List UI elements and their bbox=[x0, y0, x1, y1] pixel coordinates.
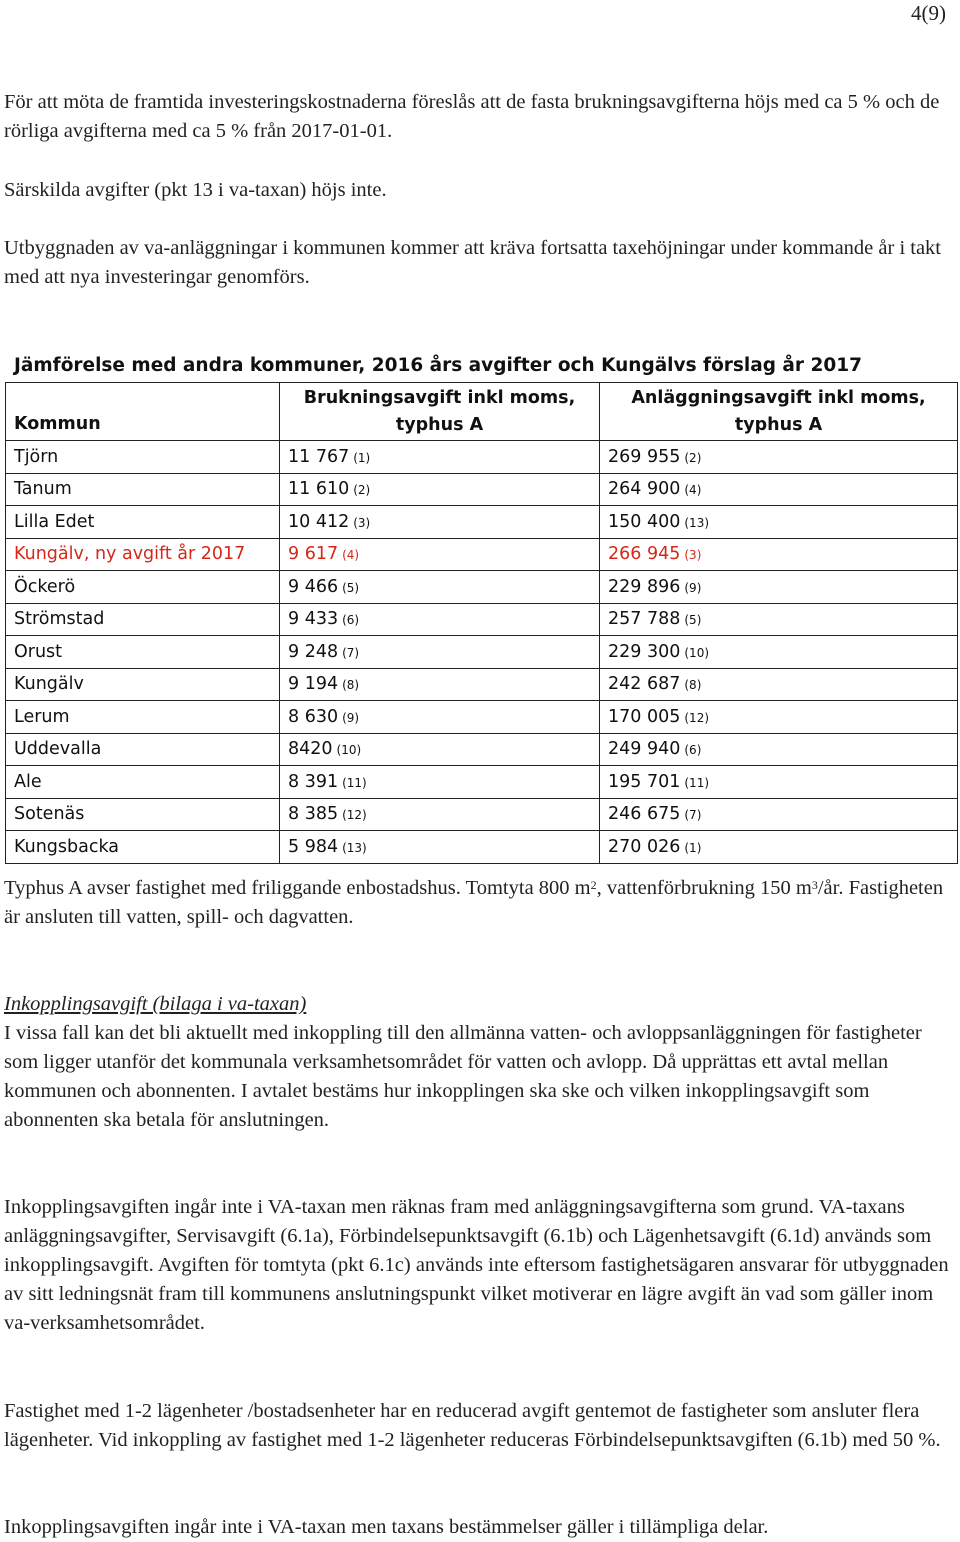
cell-anlaggningsavgift bbox=[600, 441, 958, 474]
paragraph-special-fees: Särskilda avgifter (pkt 13 i va-taxan) höjs inte. bbox=[4, 179, 387, 201]
fee-value: 9 194 bbox=[288, 674, 339, 695]
cell-brukningsavgift bbox=[280, 766, 600, 799]
fee-rank: (8) bbox=[684, 678, 702, 693]
table-row bbox=[6, 441, 958, 474]
fee-rank: (10) bbox=[684, 645, 710, 660]
fee-rank: (3) bbox=[353, 515, 371, 530]
paragraph-connection-agreement: I vissa fall kan det bli aktuellt med inkoppling till den allmänna vatten- och avloppsanläggningen för fastigheter som ligger utanför det kommunala verksamhetsområdet för vatten och avlopp. Då upprättas ett avtal mellan kommunen och abonnenten. I avtalet bestäms hur inkopplingen ska ske och vilken inkopplingsavgift som abonnenten ska betala för anslutningen. bbox=[4, 1022, 922, 1131]
header-anl-line2: typhus A bbox=[734, 414, 823, 435]
cell-kommun: Kungälv bbox=[6, 668, 280, 701]
cell-brukningsavgift bbox=[280, 733, 600, 766]
fee-rank: (9) bbox=[342, 710, 360, 725]
fee-rank: (7) bbox=[684, 808, 702, 823]
cell-kommun: Lerum bbox=[6, 701, 280, 734]
table-row bbox=[6, 571, 958, 604]
note-text-1: Typhus A avser fastighet med friliggande enbostadshus. Tomtyta 800 m bbox=[4, 877, 591, 899]
cell-anlaggningsavgift bbox=[600, 506, 958, 539]
cell-kommun: Sotenäs bbox=[6, 798, 280, 831]
header-brukningsavgift bbox=[280, 383, 600, 441]
cell-anlaggningsavgift bbox=[600, 701, 958, 734]
fee-value: 270 026 bbox=[608, 836, 681, 857]
fee-value: 266 945 bbox=[608, 544, 681, 565]
fee-comparison-table bbox=[5, 382, 958, 864]
fee-value: 195 701 bbox=[608, 771, 681, 792]
page-number: 4(9) bbox=[911, 1, 946, 25]
cell-brukningsavgift bbox=[280, 798, 600, 831]
table-row bbox=[6, 603, 958, 636]
fee-rank: (6) bbox=[342, 613, 360, 628]
fee-rank: (4) bbox=[684, 483, 702, 498]
paragraph-connection-fee-basis: Inkopplingsavgiften ingår inte i VA-taxan men räknas fram med anläggningsavgifterna som grund. VA-taxans anläggningsavgifter, Servisavgift (6.1a), Förbindelsepunktsavgift (6.1b) och Lägenhetsavgift (6.1d) används som inkopplingsavgift. Avgiften för tomtyta (pkt 6.1c) används inte eftersom fastighetsägaren ansvarar för utbyggnaden av sitt ledningsnät fram till kommunens anslutningspunkt vilket motiverar en lägre avgift än vad som gäller inom va-verksamhetsområdet. bbox=[4, 1196, 949, 1334]
fee-rank: (6) bbox=[684, 743, 702, 758]
fee-rank: (5) bbox=[342, 580, 360, 595]
table-title: Jämförelse med andra kommuner, 2016 års avgifter och Kungälvs förslag år 2017 bbox=[14, 355, 862, 376]
fee-value: 8 385 bbox=[288, 804, 339, 825]
table-row bbox=[6, 636, 958, 669]
paragraph-expansion: Utbyggnaden av va-anläggningar i kommunen kommer att kräva fortsatta taxehöjningar under kommande år i takt med att nya investeringar genomförs. bbox=[4, 237, 942, 288]
cell-anlaggningsavgift bbox=[600, 798, 958, 831]
cell-anlaggningsavgift bbox=[600, 538, 958, 571]
cell-brukningsavgift bbox=[280, 831, 600, 864]
fee-value: 257 788 bbox=[608, 609, 681, 630]
table-row bbox=[6, 506, 958, 539]
fee-value: 229 300 bbox=[608, 641, 681, 662]
fee-value: 11 610 bbox=[288, 479, 350, 500]
fee-value: 5 984 bbox=[288, 836, 339, 857]
table-row bbox=[6, 668, 958, 701]
paragraph-fee-increase: För att möta de framtida investeringskostnaderna föreslås att de fasta brukningsavgifterna höjs med ca 5 % och de rörliga avgifterna med ca 5 % från 2017-01-01. bbox=[4, 91, 940, 142]
fee-value: 8 630 bbox=[288, 706, 339, 727]
fee-value: 242 687 bbox=[608, 674, 681, 695]
fee-value: 8420 bbox=[288, 739, 333, 760]
fee-value: 11 767 bbox=[288, 446, 350, 467]
table-header-row bbox=[6, 383, 958, 441]
fee-rank: (3) bbox=[684, 548, 702, 563]
header-bruk-line2: typhus A bbox=[395, 414, 484, 435]
cell-kommun: Tjörn bbox=[6, 441, 280, 474]
header-anl-line1: Anläggningsavgift inkl moms, bbox=[631, 387, 926, 408]
cell-anlaggningsavgift bbox=[600, 636, 958, 669]
cell-brukningsavgift bbox=[280, 571, 600, 604]
section-heading: Inkopplingsavgift (bilaga i va-taxan) bbox=[4, 993, 307, 1015]
cell-kommun: Tanum bbox=[6, 473, 280, 506]
table-row bbox=[6, 766, 958, 799]
cell-kommun: Ale bbox=[6, 766, 280, 799]
cell-brukningsavgift bbox=[280, 701, 600, 734]
fee-value: 9 248 bbox=[288, 641, 339, 662]
cell-anlaggningsavgift bbox=[600, 831, 958, 864]
table-row bbox=[6, 473, 958, 506]
table-row bbox=[6, 733, 958, 766]
cell-anlaggningsavgift bbox=[600, 766, 958, 799]
cell-brukningsavgift bbox=[280, 538, 600, 571]
cell-brukningsavgift bbox=[280, 668, 600, 701]
fee-value: 9 466 bbox=[288, 576, 339, 597]
cell-anlaggningsavgift bbox=[600, 571, 958, 604]
table-row bbox=[6, 701, 958, 734]
fee-rank: (2) bbox=[684, 450, 702, 465]
fee-value: 8 391 bbox=[288, 771, 339, 792]
table-row bbox=[6, 538, 958, 571]
fee-rank: (4) bbox=[342, 548, 360, 563]
fee-rank: (9) bbox=[684, 580, 702, 595]
cell-brukningsavgift bbox=[280, 441, 600, 474]
cell-kommun: Kungälv, ny avgift år 2017 bbox=[6, 538, 280, 571]
fee-rank: (13) bbox=[684, 515, 710, 530]
cell-kommun: Öckerö bbox=[6, 571, 280, 604]
cell-kommun: Strömstad bbox=[6, 603, 280, 636]
cell-anlaggningsavgift bbox=[600, 603, 958, 636]
fee-rank: (12) bbox=[342, 808, 367, 823]
fee-rank: (2) bbox=[353, 483, 371, 498]
fee-value: 150 400 bbox=[608, 511, 681, 532]
fee-value: 264 900 bbox=[608, 479, 681, 500]
header-anlaggningsavgift bbox=[600, 383, 958, 441]
fee-rank: (13) bbox=[342, 840, 367, 855]
note-sup-2: 3 bbox=[811, 878, 818, 892]
paragraph-applicable-rules: Inkopplingsavgiften ingår inte i VA-taxan men taxans bestämmelser gäller i tillämpliga delar. bbox=[4, 1516, 769, 1538]
fee-rank: (1) bbox=[353, 450, 371, 465]
cell-brukningsavgift bbox=[280, 636, 600, 669]
cell-brukningsavgift bbox=[280, 473, 600, 506]
cell-kommun: Orust bbox=[6, 636, 280, 669]
header-bruk-line1: Brukningsavgift inkl moms, bbox=[303, 387, 576, 408]
cell-brukningsavgift bbox=[280, 506, 600, 539]
fee-value: 170 005 bbox=[608, 706, 681, 727]
cell-kommun: Uddevalla bbox=[6, 733, 280, 766]
cell-kommun: Kungsbacka bbox=[6, 831, 280, 864]
fee-value: 246 675 bbox=[608, 804, 681, 825]
cell-kommun: Lilla Edet bbox=[6, 506, 280, 539]
fee-rank: (11) bbox=[684, 775, 710, 790]
header-kommun: Kommun bbox=[6, 383, 280, 441]
cell-anlaggningsavgift bbox=[600, 473, 958, 506]
fee-rank: (10) bbox=[336, 743, 362, 758]
table-note bbox=[4, 874, 954, 932]
cell-anlaggningsavgift bbox=[600, 668, 958, 701]
table-row bbox=[6, 831, 958, 864]
fee-value: 10 412 bbox=[288, 511, 350, 532]
note-text-2: , vattenförbrukning 150 m bbox=[596, 877, 812, 899]
fee-value: 269 955 bbox=[608, 446, 681, 467]
fee-value: 9 433 bbox=[288, 609, 339, 630]
table-row bbox=[6, 798, 958, 831]
fee-rank: (5) bbox=[684, 613, 702, 628]
fee-rank: (11) bbox=[342, 775, 367, 790]
fee-rank: (8) bbox=[342, 678, 360, 693]
fee-value: 9 617 bbox=[288, 544, 339, 565]
fee-rank: (1) bbox=[684, 840, 702, 855]
fee-value: 229 896 bbox=[608, 576, 681, 597]
fee-rank: (12) bbox=[684, 710, 710, 725]
cell-brukningsavgift bbox=[280, 603, 600, 636]
note-text-3: /år. Fastigheten är ansluten till vatten, spill- och dagvatten. bbox=[4, 877, 944, 928]
cell-anlaggningsavgift bbox=[600, 733, 958, 766]
paragraph-reduced-fee: Fastighet med 1-2 lägenheter /bostadsenheter har en reducerad avgift gentemot de fastigheter som ansluter flera lägenheter. Vid inkoppling av fastighet med 1-2 lägenheter reduceras Förbindelsepunktsavgiften (6.1b) med 50 %. bbox=[4, 1400, 941, 1451]
note-sup-1: 2 bbox=[590, 878, 597, 892]
fee-rank: (7) bbox=[342, 645, 360, 660]
fee-value: 249 940 bbox=[608, 739, 681, 760]
